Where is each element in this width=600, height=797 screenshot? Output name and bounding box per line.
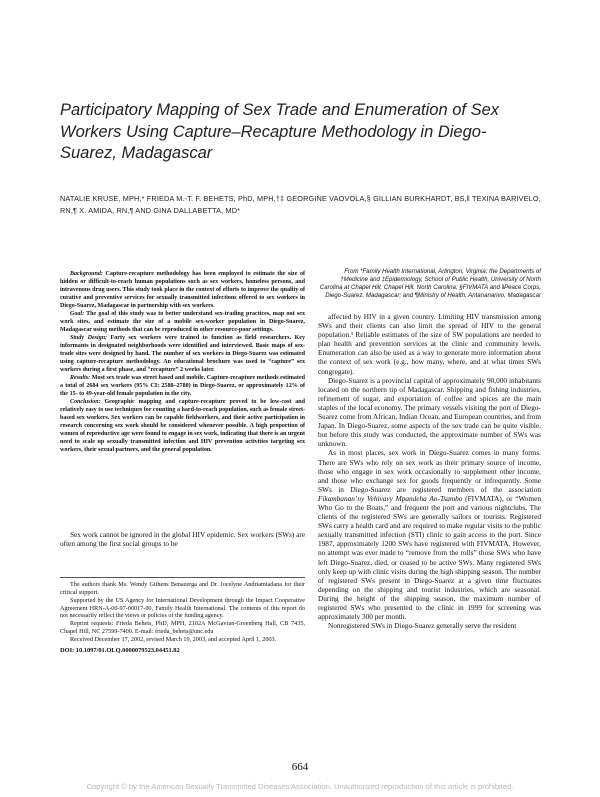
footnote-received: Received December 17, 2002, revised March 19, 2003, and accepted April 1, 2003. — [70, 635, 277, 643]
body-paragraph-1: affected by HIV in a given country. Limiting HIV transmission among SWs and their clients can also limit the spread of HIV to the general population.¹ Reliable estimates of the size of SW populations are needed to plan health and prevention services at the clinic and community levels. Enumeration can also be used as a way to generate more information about the context of sex work (e.g., how many, where, and at what times SWs congregate). — [318, 312, 541, 376]
abstract-background-heading: Background: — [70, 271, 103, 277]
abstract-results — [60, 374, 305, 398]
abstract-goal — [60, 310, 305, 334]
page-number: 664 — [291, 761, 309, 773]
association-name: Fikambanan’ny Vehivavy Mpandeha An-Tsambo — [318, 493, 463, 503]
abstract-conclusion-text: Geographic mapping and capture-recapture proved to be low-cost and relatively easy to use techniques for counting a hard-to-reach population, such as female street-based sex workers. Sex workers can be capable fieldworkers, and their active participation in research concerning sex work should be considered whenever possible. A high proportion of women of reproductive age were found to engage in sex work, indicating that there is an urgent need to scale up sexually transmitted infection and HIV prevention activities targeting sex workers, their sexual partners, and the general population. — [60, 399, 305, 453]
author-list: NATALIE KRUSE, MPH,* FRIEDA M.-T. F. BEHETS, PhD, MPH,†‡ GEORGINE VAOVOLA,§ GILLIAN BURKHARDT, BS,‖ TEXINA BARIVELO, RN,¶ X. AMIDA, RN,¶ AND GINA DALLABETTA, MD* — [60, 194, 541, 215]
abstract-conclusion-heading: Conclusion: — [70, 399, 101, 405]
footnote-rule — [60, 577, 305, 578]
abstract — [60, 270, 305, 454]
right-column — [318, 268, 541, 630]
abstract-design-heading: Study Design: — [70, 335, 108, 341]
body-paragraph-3 — [318, 448, 541, 621]
copyright-footer: Copyright © by the American Sexually Transmitted Diseases Association. Unauthorized reproduction of this article is prohibited. — [86, 782, 514, 791]
abstract-goal-heading: Goal: — [70, 311, 85, 317]
article-title: Participatory Mapping of Sex Trade and Enumeration of Sex Workers Using Capture–Recapture Methodology in Diego-Suarez, Madagascar — [60, 101, 500, 162]
abstract-results-heading: Results: — [70, 375, 91, 381]
body-paragraph-2: Diego-Suarez is a provincial capital of approximately 90,000 inhabitants located on the northern tip of Madagascar. Shipping and fishing industries, refinement of sugar, and exportation of coffee and spices are the main staples of the local economy. The primary vessels visiting the port of Diego-Suarez come from African, Indian Ocean, and European countries, and from Japan. In Diego-Suarez, some aspects of the sex trade can be quite visible, but before this study was conducted, the approximate number of SWs was unknown. — [318, 375, 541, 449]
doi: DOI: 10.1097/01.OLQ.0000079523.04451.82 — [60, 646, 180, 654]
footnote-reprints: Reprint requests: Frieda Behets, PhD, MPH, 2102A McGavran-Greenberg Hall, CB 7435, Chapel Hill, NC 27599-7400. E-mail: frieda_behets@unc.edu — [60, 620, 305, 636]
body-paragraph-4: Nonregistered SWs in Diego-Suarez generally serve the resident — [328, 621, 517, 631]
body-paragraph-3a: As in most places, sex work in Diego-Suarez comes in many forms. There are SWs who rely on sex work as their primary source of income, those who engage in sex work occasionally to supplement other income, and those who exchange sex for goods frequently or infrequently. Some SWs in Diego-Suarez are registered members of the association — [318, 448, 541, 494]
affiliations: From *Family Health International, Arlington, Virginia; the Departments of †Medicine and ‡Epidemiology, School of Public Health, University of North Carolina at Chapel Hill, Chapel Hill, North Carolina; §FIVMATA and ‖Peace Corps, Diego-Suarez, Madagascar; and ¶Ministry of Health, Antananarivo, Madagascar — [319, 268, 541, 299]
footnote-thanks: The authors thank Ms. Wendy Githens Benazerga and Dr. Jocelyne Andriamiadana for their critical support. — [60, 581, 305, 596]
abstract-background-text: Capture-recapture methodology has been employed to estimate the size of hidden or difficult-to-reach human populations such as sex workers, homeless persons, and intravenous drug users. This study took place in the context of efforts to improve the quality of curative and preventive services for sexually transmitted infections offered to sex workers in Diego-Suarez, Madagascar in partnership with sex workers. — [60, 271, 305, 309]
footnotes — [60, 581, 305, 655]
abstract-background — [60, 270, 305, 310]
abstract-goal-text: The goal of this study was to better understand sex-trading practices, map out sex work sites, and estimate the size of a mobile sex-worker population in Diego-Suarez, Madagascar using methods that can be reproduced in other resource-poor settings. — [60, 311, 305, 333]
abstract-design — [60, 334, 305, 374]
footnote-support: Supported by the US Agency for International Development through the Impact Cooperative Agreement HRN-A-00-97-00017-00, Family Health International. The contents of this report do not necessarily reflect the views or policies of the funding agency. — [60, 596, 305, 620]
abstract-conclusion — [60, 398, 305, 454]
introduction — [60, 530, 305, 548]
abstract-design-text: Forty sex workers were trained to function as field researchers. Key informants in designated neighborhoods were identified and interviewed. Basic maps of sex-trade sites were designed by hand. The number of sex workers in Diego-Suarez was estimated using capture-recapture methodology. An educational brochure was used to “capture” sex workers during a first phase, and “recapture” 2 weeks later. — [60, 335, 306, 373]
intro-paragraph: Sex work cannot be ignored in the global HIV epidemic. Sex workers (SWs) are often among the first social groups to be — [60, 530, 305, 549]
body-paragraph-3b: (FIVMATA), or “Women Who Go to the Boats,” and frequent the port and various nightclubs. The clients of the registered SWs are generally sailors or tourists. Registered SWs carry a health card and are required to make regular visits to the public sexually transmitted infection (STI) clinic to gain access to the port. Since 1987, approximately 1200 SWs have registered with FIVMATA. However, no attempt was ever made to “remove from the rolls” those SWs who have left Diego-Suarez, died, or ceased to be active SWs. Many registered SWs only keep up with clinic visits during the high shipping season. The number of registered SWs present in Diego-Suarez at a given time fluctuates depending on the shipping and tourist industries, which are seasonal. During the height of the shipping season, the maximum number of registered SWs who presented to the clinic in 1999 for screening was approximately 300 per month. — [318, 493, 541, 622]
abstract-results-text: Most sex trade was street based and mobile. Capture-recapture methods estimated a total of 2684 sex workers (95% CI: 2588–2780) in Diego-Suarez, or approximately 12% of the 15- to 49-year-old female population in the city. — [60, 375, 305, 397]
